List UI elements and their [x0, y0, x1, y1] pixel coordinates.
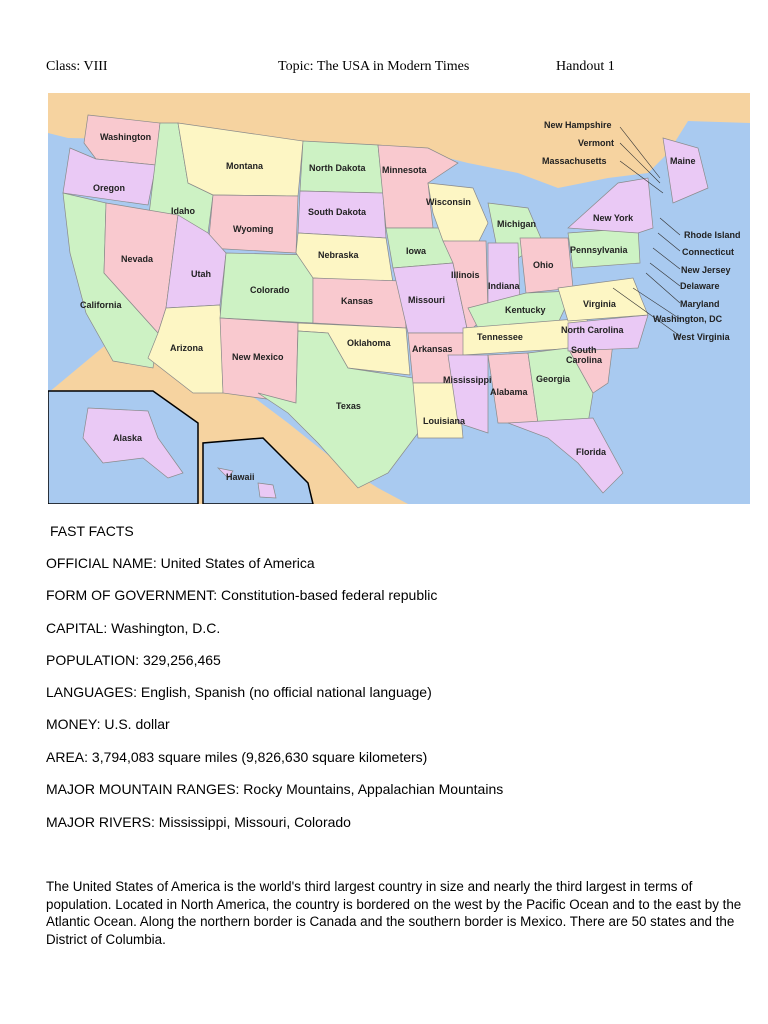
- label-new-mexico: New Mexico: [232, 352, 284, 362]
- label-wyoming: Wyoming: [233, 224, 274, 234]
- summary-paragraph: The United States of America is the world's third largest country in size and nearly the third largest in terms of population. Located in North America, the country is bordered on the west by the Pacific Ocean and to the east by the Atlantic Ocean. Along the northern border is Canada and the southern border is Mexico. There are 50 states and the District of Columbia.: [46, 879, 742, 947]
- label-maine: Maine: [670, 156, 696, 166]
- label-mississippi: Mississippi: [443, 375, 492, 385]
- label-utah: Utah: [191, 269, 211, 279]
- label-california: California: [80, 300, 122, 310]
- label-nebraska: Nebraska: [318, 250, 359, 260]
- fact-money: MONEY: U.S. dollar: [46, 716, 170, 732]
- label-idaho: Idaho: [171, 206, 195, 216]
- label-arkansas: Arkansas: [412, 344, 453, 354]
- label-delaware: Delaware: [680, 281, 720, 291]
- handout-label: Handout 1: [556, 59, 615, 74]
- label-connecticut: Connecticut: [682, 247, 735, 257]
- label-maryland: Maryland: [680, 299, 720, 309]
- fact-mountain-ranges: MAJOR MOUNTAIN RANGES: Rocky Mountains, Appalachian Mountains: [46, 781, 504, 797]
- fact-languages: LANGUAGES: English, Spanish (no official national language): [46, 684, 432, 700]
- label-illinois: Illinois: [451, 270, 480, 280]
- label-hawaii: Hawaii: [226, 472, 255, 482]
- label-new-jersey: New Jersey: [681, 265, 731, 275]
- label-colorado: Colorado: [250, 285, 290, 295]
- label-missouri: Missouri: [408, 295, 446, 305]
- label-rhode-island: Rhode Island: [684, 230, 741, 240]
- label-ohio: Ohio: [533, 260, 554, 270]
- label-vermont: Vermont: [578, 138, 615, 148]
- label-kansas: Kansas: [341, 296, 374, 306]
- label-washington: Washington: [100, 132, 152, 142]
- label-oregon: Oregon: [93, 183, 126, 193]
- fact-capital: CAPITAL: Washington, D.C.: [46, 620, 221, 636]
- class-label: Class: VIII: [46, 59, 108, 74]
- label-south-dakota: South Dakota: [308, 207, 367, 217]
- label-north-carolina: North Carolina: [561, 325, 624, 335]
- label-tennessee: Tennessee: [477, 332, 523, 342]
- label-florida: Florida: [576, 447, 607, 457]
- label-pennsylvania: Pennsylvania: [570, 245, 628, 255]
- label-montana: Montana: [226, 161, 263, 171]
- label-georgia: Georgia: [536, 374, 571, 384]
- label-kentucky: Kentucky: [505, 305, 546, 315]
- fact-form-of-government: FORM OF GOVERNMENT: Constitution-based federal republic: [46, 587, 438, 603]
- label-alaska: Alaska: [113, 433, 143, 443]
- label-iowa: Iowa: [406, 246, 427, 256]
- label-arizona: Arizona: [170, 343, 204, 353]
- fact-area: AREA: 3,794,083 square miles (9,826,630 square kilometers): [46, 749, 428, 765]
- label-new-york: New York: [593, 213, 634, 223]
- label-oklahoma: Oklahoma: [347, 338, 391, 348]
- usa-states-map: [48, 93, 750, 504]
- label-massachusetts: Massachusetts: [542, 156, 607, 166]
- fact-population: POPULATION: 329,256,465: [46, 652, 221, 668]
- label-wisconsin: Wisconsin: [426, 197, 471, 207]
- fast-facts-heading: FAST FACTS: [50, 523, 134, 539]
- fact-rivers: MAJOR RIVERS: Mississippi, Missouri, Colorado: [46, 814, 351, 830]
- label-michigan: Michigan: [497, 219, 537, 229]
- label-nevada: Nevada: [121, 254, 154, 264]
- label-louisiana: Louisiana: [423, 416, 466, 426]
- topic-label: Topic: The USA in Modern Times: [278, 59, 470, 74]
- label-washington-dc: Washington, DC: [653, 314, 723, 324]
- label-virginia: Virginia: [583, 299, 616, 309]
- label-new-hampshire: New Hampshire: [544, 120, 612, 130]
- label-texas: Texas: [336, 401, 361, 411]
- label-west-virginia: West Virginia: [673, 332, 730, 342]
- label-south-carolina-1: South: [571, 345, 597, 355]
- label-alabama: Alabama: [490, 387, 528, 397]
- label-minnesota: Minnesota: [382, 165, 427, 175]
- label-north-dakota: North Dakota: [309, 163, 366, 173]
- label-south-carolina-2: Carolina: [566, 355, 603, 365]
- fact-official-name: OFFICIAL NAME: United States of America: [46, 555, 315, 571]
- label-indiana: Indiana: [488, 281, 520, 291]
